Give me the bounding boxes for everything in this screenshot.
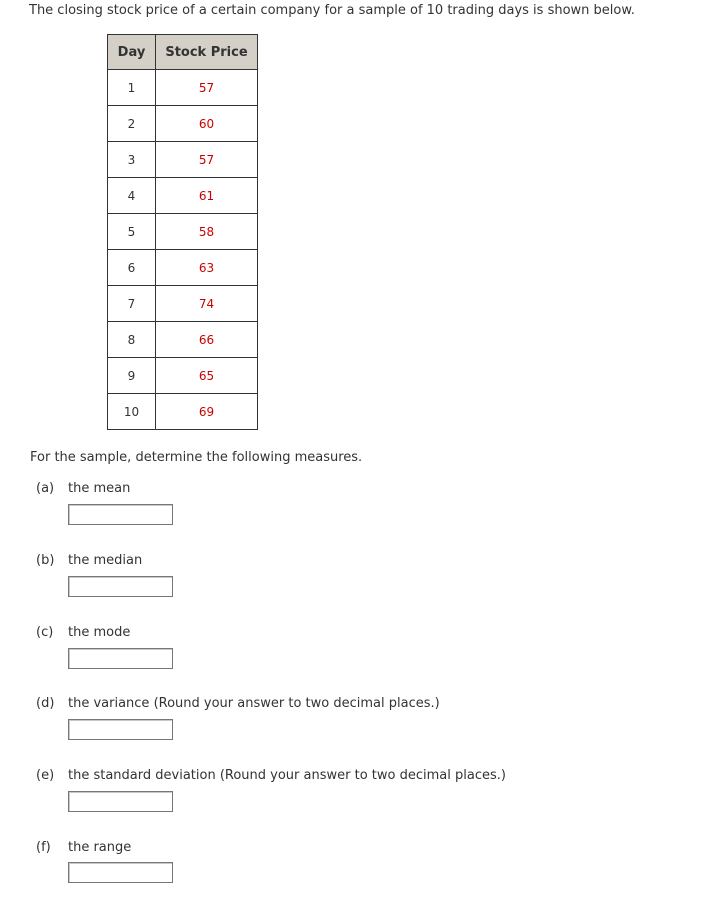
part-b-prompt — [36, 553, 142, 568]
price-cell: 66 — [156, 322, 258, 358]
table-header-row — [108, 35, 258, 70]
price-cell: 60 — [156, 106, 258, 142]
table-row — [108, 106, 258, 142]
part-a-prompt — [36, 481, 130, 496]
table-row — [108, 178, 258, 214]
day-cell: 6 — [108, 250, 156, 286]
part-d-letter: (d) — [36, 696, 55, 711]
day-cell: 5 — [108, 214, 156, 250]
stock-price-table — [107, 34, 258, 430]
price-cell: 74 — [156, 286, 258, 322]
table-row — [108, 142, 258, 178]
part-d-label: the variance (Round your answer to two decimal places.) — [68, 696, 440, 711]
part-c-prompt — [36, 625, 130, 640]
mean-input[interactable] — [68, 504, 173, 525]
price-cell: 58 — [156, 214, 258, 250]
day-cell: 3 — [108, 142, 156, 178]
price-cell: 69 — [156, 394, 258, 430]
part-a-label: the mean — [68, 481, 131, 496]
part-f-letter: (f) — [36, 840, 51, 855]
part-f-label: the range — [68, 840, 132, 855]
variance-input[interactable] — [68, 719, 173, 740]
part-e-label: the standard deviation (Round your answer to two decimal places.) — [68, 768, 506, 783]
price-cell: 63 — [156, 250, 258, 286]
day-cell: 8 — [108, 322, 156, 358]
part-b-label: the median — [68, 553, 143, 568]
part-c-letter: (c) — [36, 625, 54, 640]
table-row — [108, 286, 258, 322]
day-cell: 1 — [108, 70, 156, 106]
stock-price-column-header: Stock Price — [156, 35, 258, 70]
table-row — [108, 394, 258, 430]
price-cell: 61 — [156, 178, 258, 214]
table-row — [108, 214, 258, 250]
day-cell: 10 — [108, 394, 156, 430]
price-cell: 65 — [156, 358, 258, 394]
mode-input[interactable] — [68, 648, 173, 669]
part-c-label: the mode — [68, 625, 131, 640]
part-b-letter: (b) — [36, 553, 55, 568]
instructions-text: For the sample, determine the following measures. — [30, 450, 363, 465]
day-cell: 7 — [108, 286, 156, 322]
standard-deviation-input[interactable] — [68, 791, 173, 812]
part-d-prompt — [36, 696, 440, 711]
day-cell: 9 — [108, 358, 156, 394]
part-e-prompt — [36, 768, 506, 783]
price-cell: 57 — [156, 70, 258, 106]
part-f-prompt — [36, 840, 131, 855]
price-cell: 57 — [156, 142, 258, 178]
part-e-letter: (e) — [36, 768, 55, 783]
table-row — [108, 70, 258, 106]
day-column-header: Day — [108, 35, 156, 70]
part-a-letter: (a) — [36, 481, 55, 496]
day-cell: 2 — [108, 106, 156, 142]
table-row — [108, 358, 258, 394]
range-input[interactable] — [68, 862, 173, 883]
table-row — [108, 322, 258, 358]
median-input[interactable] — [68, 576, 173, 597]
problem-intro: The closing stock price of a certain company for a sample of 10 trading days is shown below. — [29, 3, 635, 18]
table-row — [108, 250, 258, 286]
day-cell: 4 — [108, 178, 156, 214]
